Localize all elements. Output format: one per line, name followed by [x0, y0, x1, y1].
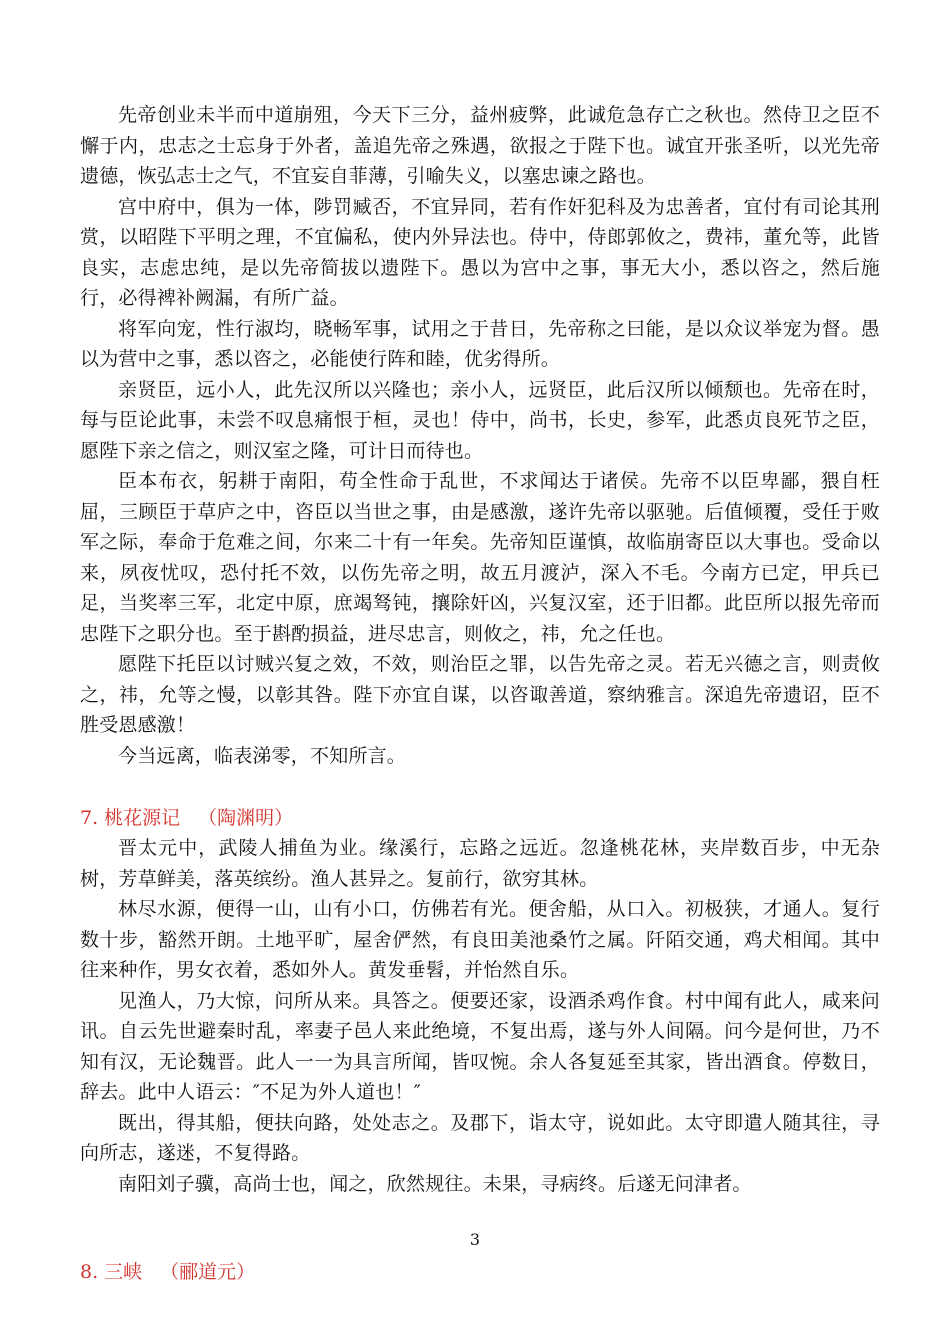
taohuayuan-paragraph-5: 南阳刘子骥，高尚士也，闻之，欣然规往。未果，寻病终。后遂无问津者。	[118, 1172, 752, 1195]
chushibiao-paragraph-6: 愿陛下托臣以讨贼兴复之效，不效，则治臣之罪，以告先帝之灵。若无兴德之言，则责攸之，祎，允等之慢，以彰其咎。陛下亦宜自谋，以咨诹善道，察纳雅言。深追先帝遗诏，臣不胜受恩感激！	[80, 653, 880, 736]
section-title: 7. 桃花源记	[80, 807, 181, 829]
chushibiao-paragraph-4: 亲贤臣，远小人，此先汉所以兴隆也；亲小人，远贤臣，此后汉所以倾颓也。先帝在时，每与臣论此事，未尝不叹息痛恨于桓，灵也！侍中，尚书，长史，参军，此悉贞良死节之臣，愿陛下亲之信之，则汉室之隆，可计日而待也。	[80, 378, 880, 462]
chushibiao-paragraph-2: 宫中府中，俱为一体，陟罚臧否，不宜异同，若有作奸犯科及为忠善者，宜付有司论其刑赏，以昭陛下平明之理，不宜偏私，使内外异法也。侍中，侍郎郭攸之，费祎，董允等，此皆良实，志虑忠纯，是以先帝简拔以遗陛下。愚以为宫中之事，事无大小，悉以咨之，然后施行，必得裨补阙漏，有所广益。	[80, 195, 880, 309]
taohuayuan-paragraph-4: 既出，得其船，便扶向路，处处志之。及郡下，诣太守，说如此。太守即遣人随其往，寻向所志，遂迷，不复得路。	[80, 1111, 880, 1164]
chushibiao-paragraph-7: 今当远离，临表涕零，不知所言。	[118, 744, 407, 767]
document-page	[80, 100, 880, 1287]
chushibiao-paragraph-5: 臣本布衣，躬耕于南阳，苟全性命于乱世，不求闻达于诸侯。先帝不以臣卑鄙，猥自枉屈，三顾臣于草庐之中，咨臣以当世之事，由是感激，遂许先帝以驱驰。后值倾覆，受任于败军之际，奉命于危难之间，尔来二十有一年矣。先帝知臣谨慎，故临崩寄臣以大事也。受命以来，夙夜忧叹，恐付托不效，以伤先帝之明，故五月渡泸，深入不毛。今南方已定，甲兵已足，当奖率三军，北定中原，庶竭驽钝，攘除奸凶，兴复汉室，还于旧都。此臣所以报先帝而忠陛下之职分也。至于斟酌损益，进尽忠言，则攸之，祎，允之任也。	[80, 470, 880, 645]
section-author: （郦道元）	[160, 1261, 256, 1283]
section-spacer	[80, 771, 880, 803]
taohuayuan-paragraph-1: 晋太元中，武陵人捕鱼为业。缘溪行，忘路之远近。忽逢桃花林，夹岸数百步，中无杂树，芳草鲜美，落英缤纷。渔人甚异之。复前行，欲穷其林。	[80, 837, 880, 890]
taohuayuan-paragraph-2: 林尽水源，便得一山，山有小口，仿佛若有光。便舍船，从口入。初极狭，才通人。复行数十步，豁然开朗。土地平旷，屋舍俨然，有良田美池桑竹之属。阡陌交通，鸡犬相闻。其中往来种作，男女衣着，悉如外人。黄发垂髫，并怡然自乐。	[80, 898, 880, 981]
page-number: 3	[469, 1230, 481, 1249]
chushibiao-paragraph-3: 将军向宠，性行淑均，晓畅军事，试用之于昔日，先帝称之曰能，是以众议举宠为督。愚以为营中之事，悉以咨之，必能使行阵和睦，优劣得所。	[80, 317, 880, 370]
section-heading-sanxia	[80, 1257, 880, 1287]
chushibiao-paragraph-1: 先帝创业未半而中道崩殂，今天下三分，益州疲弊，此诚危急存亡之秋也。然侍卫之臣不懈于内，忠志之士忘身于外者，盖追先帝之殊遇，欲报之于陛下也。诚宜开张圣听，以光先帝遗德，恢弘志士之气，不宜妄自菲薄，引喻失义，以塞忠谏之路也。	[80, 104, 880, 187]
section-author: （陶渊明）	[198, 807, 294, 829]
section-heading-taohuayuan	[80, 803, 880, 833]
section-title: 8. 三峡	[80, 1261, 143, 1283]
taohuayuan-paragraph-3: 见渔人，乃大惊，问所从来。具答之。便要还家，设酒杀鸡作食。村中闻有此人，咸来问讯。自云先世避秦时乱，率妻子邑人来此绝境，不复出焉，遂与外人间隔。问今是何世，乃不知有汉，无论魏晋。此人一一为具言所闻，皆叹惋。余人各复延至其家，皆出酒食。停数日，辞去。此中人语云：″不足为外人道也！″	[80, 989, 880, 1103]
